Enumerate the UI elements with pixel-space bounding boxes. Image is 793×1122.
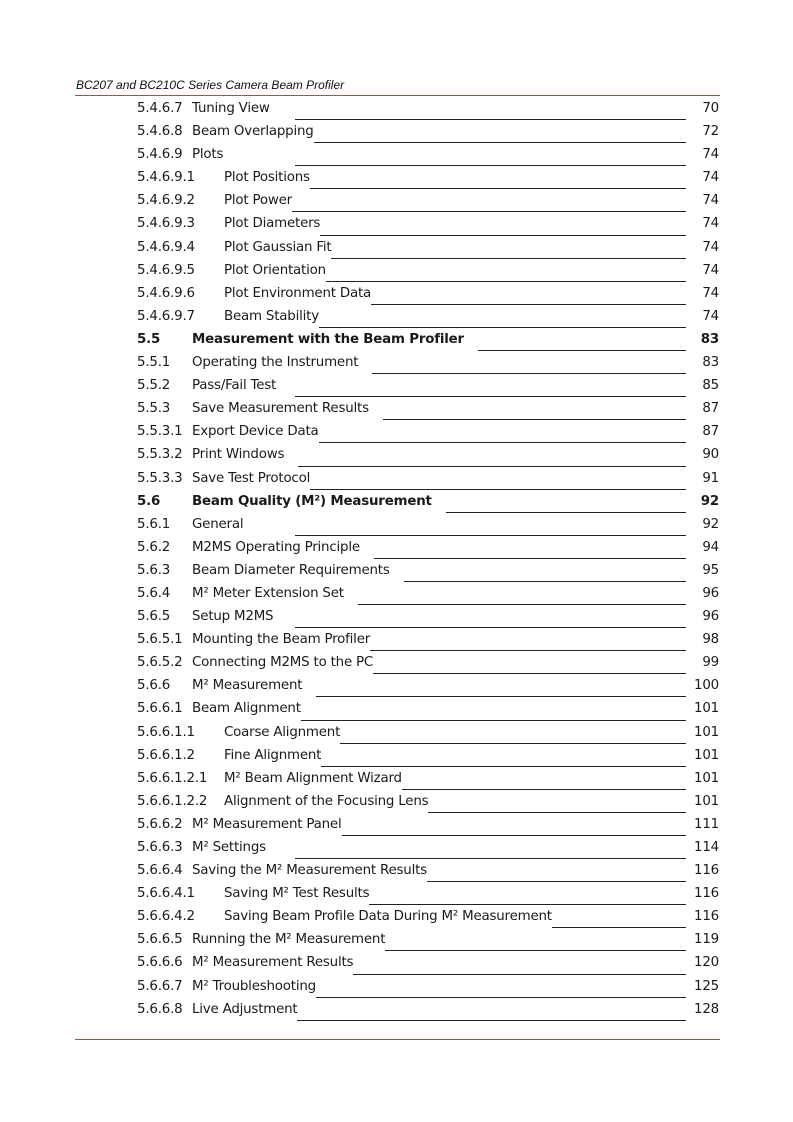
toc-entry-title: Beam Stability <box>224 308 319 324</box>
toc-entry-number: 5.6.6.2 <box>137 816 183 832</box>
toc-entry-number: 5.6.6.1 <box>137 701 183 717</box>
toc-entry[interactable] <box>137 212 719 235</box>
toc-entry[interactable] <box>137 559 719 582</box>
toc-entry-page: 119 <box>694 932 719 948</box>
toc-entry[interactable] <box>137 767 719 790</box>
toc-entry-number: 5.5.3.1 <box>137 424 183 440</box>
toc-entry[interactable] <box>137 420 719 443</box>
toc-entry[interactable] <box>137 697 719 720</box>
toc-entry-title: Plot Gaussian Fit <box>224 239 332 255</box>
toc-entry-number: 5.6.6.6 <box>137 955 183 971</box>
toc-entry-page: 116 <box>694 886 719 902</box>
toc-entry[interactable] <box>137 582 719 605</box>
toc-entry-page: 74 <box>702 262 719 278</box>
toc-entry-page: 90 <box>702 447 719 463</box>
toc-entry-page: 101 <box>694 724 719 740</box>
toc-entry[interactable] <box>137 467 719 490</box>
toc-entry[interactable] <box>137 836 719 859</box>
toc-entry-number: 5.4.6.9.5 <box>137 262 195 278</box>
document-header-title: BC207 and BC210C Series Camera Beam Profiler <box>76 78 345 92</box>
header-divider <box>75 95 720 96</box>
toc-entry-title: M² Measurement <box>192 678 303 694</box>
toc-entry-title: Print Windows <box>192 447 285 463</box>
toc-entry-number: 5.5.3.3 <box>137 470 183 486</box>
toc-entry-number: 5.5.3.2 <box>137 447 183 463</box>
footer-divider <box>75 1039 720 1040</box>
toc-entry-title: Export Device Data <box>192 424 319 440</box>
toc-entry-title: Beam Overlapping <box>192 124 314 140</box>
toc-entry-number: 5.6.6.1.2.2 <box>137 793 208 809</box>
toc-entry-page: 74 <box>702 308 719 324</box>
toc-entry-page: 87 <box>702 401 719 417</box>
toc-entry-title: Saving M² Test Results <box>224 886 370 902</box>
toc-entry-number: 5.5 <box>137 331 161 347</box>
toc-entry-number: 5.6.3 <box>137 562 171 578</box>
toc-entry-title: Save Measurement Results <box>192 401 369 417</box>
toc-entry-title: M² Beam Alignment Wizard <box>224 770 402 786</box>
toc-entry[interactable] <box>137 236 719 259</box>
toc-entry-number: 5.6.6.5 <box>137 932 183 948</box>
toc-entry[interactable] <box>137 882 719 905</box>
toc-entry-page: 92 <box>702 516 719 532</box>
toc-entry[interactable] <box>137 744 719 767</box>
toc-entry[interactable] <box>137 998 719 1021</box>
toc-entry-page: 91 <box>702 470 719 486</box>
toc-entry[interactable] <box>137 951 719 974</box>
toc-entry[interactable] <box>137 351 719 374</box>
toc-entry-title: Operating the Instrument <box>192 355 359 371</box>
toc-entry-title: Connecting M2MS to the PC <box>192 655 374 671</box>
toc-entry-number: 5.4.6.9.6 <box>137 285 195 301</box>
toc-entry-title: Measurement with the Beam Profiler <box>192 331 464 347</box>
toc-entry-title: M2MS Operating Principle <box>192 539 360 555</box>
toc-entry-page: 111 <box>694 816 719 832</box>
toc-entry-number: 5.4.6.9.4 <box>137 239 195 255</box>
toc-entry[interactable] <box>137 790 719 813</box>
toc-entry[interactable] <box>137 628 719 651</box>
toc-entry-number: 5.4.6.9.3 <box>137 216 195 232</box>
toc-entry-page: 74 <box>702 239 719 255</box>
toc-entry-page: 83 <box>700 331 719 347</box>
toc-entry-title: M² Measurement Panel <box>192 816 342 832</box>
toc-entry[interactable] <box>137 605 719 628</box>
toc-entry-number: 5.6.6.8 <box>137 1001 183 1017</box>
toc-entry-title: Mounting the Beam Profiler <box>192 632 371 648</box>
toc-entry-page: 72 <box>702 124 719 140</box>
toc-entry-number: 5.4.6.9.7 <box>137 308 195 324</box>
toc-entry-number: 5.6.6.7 <box>137 978 183 994</box>
toc-entry-page: 114 <box>694 840 719 855</box>
toc-entry-page: 116 <box>694 909 719 925</box>
toc-entry-title: Setup M2MS <box>192 609 274 625</box>
toc-entry-title: M² Meter Extension Set <box>192 585 344 601</box>
toc-entry-number: 5.6.6.3 <box>137 840 183 855</box>
toc-entry-number: 5.6.6.1.2 <box>137 747 195 763</box>
toc-entry-title: M² Settings <box>192 840 266 855</box>
toc-entry-number: 5.4.6.9.2 <box>137 193 195 209</box>
toc-entry-number: 5.5.3 <box>137 401 171 417</box>
toc-entry[interactable] <box>137 813 719 836</box>
toc-entry-page: 99 <box>702 655 719 671</box>
toc-entry-title: M² Measurement Results <box>192 955 354 971</box>
toc-entry-page: 120 <box>694 955 719 971</box>
toc-entry-page: 83 <box>702 355 719 371</box>
toc-entry-page: 96 <box>702 609 719 625</box>
toc-entry-number: 5.6.6 <box>137 678 171 694</box>
toc-entry[interactable] <box>137 721 719 744</box>
toc-entry-number: 5.6.4 <box>137 585 171 601</box>
toc-entry-number: 5.4.6.9.1 <box>137 170 195 186</box>
toc-entry[interactable] <box>137 166 719 189</box>
toc-entry-title: Alignment of the Focusing Lens <box>224 793 429 809</box>
toc-entry-number: 5.6.6.4.1 <box>137 886 195 902</box>
toc-entry[interactable] <box>137 443 719 466</box>
toc-entry[interactable] <box>137 397 719 420</box>
toc-entry-number: 5.6.1 <box>137 516 171 532</box>
toc-entry-page: 116 <box>694 863 719 879</box>
toc-entry-title: Plot Diameters <box>224 216 321 232</box>
toc-entry-number: 5.6.6.4 <box>137 863 183 879</box>
toc-entry-title: Plot Environment Data <box>224 285 372 301</box>
toc-entry[interactable] <box>137 374 719 397</box>
toc-entry-title: Plot Orientation <box>224 262 326 278</box>
toc-entry-number: 5.5.1 <box>137 355 171 371</box>
toc-entry-page: 87 <box>702 424 719 440</box>
toc-entry-page: 98 <box>702 632 719 648</box>
toc-entry[interactable] <box>137 513 719 536</box>
toc-entry[interactable] <box>137 905 719 928</box>
toc-entry[interactable] <box>137 674 719 697</box>
toc-entry-title: Running the M² Measurement <box>192 932 386 948</box>
toc-entry[interactable] <box>137 651 719 674</box>
toc-entry-number: 5.6 <box>137 493 161 509</box>
toc-entry[interactable] <box>137 328 719 351</box>
toc-entry-page: 74 <box>702 285 719 301</box>
toc-entry-title: General <box>192 516 244 532</box>
toc-entry-number: 5.4.6.9 <box>137 147 183 163</box>
toc-entry[interactable] <box>137 928 719 951</box>
toc-entry-title: Coarse Alignment <box>224 724 341 740</box>
toc-entry-title: Beam Diameter Requirements <box>192 562 390 578</box>
toc-entry-number: 5.6.6.1.1 <box>137 724 195 740</box>
toc-entry[interactable] <box>137 282 719 305</box>
toc-entry[interactable] <box>137 97 719 120</box>
toc-entry-page: 85 <box>702 378 719 394</box>
toc-entry-page: 101 <box>694 793 719 809</box>
toc-entry-number: 5.6.5 <box>137 609 171 625</box>
toc-entry-number: 5.5.2 <box>137 378 171 394</box>
toc-entry-page: 92 <box>700 493 719 509</box>
toc-entry-title: Save Test Protocol <box>192 470 311 486</box>
toc-entry[interactable] <box>137 536 719 559</box>
toc-entry-page: 101 <box>694 747 719 763</box>
toc-entry-title: M² Troubleshooting <box>192 978 316 994</box>
toc-entry-page: 101 <box>694 701 719 717</box>
toc-entry-number: 5.6.5.2 <box>137 655 183 671</box>
toc-entry[interactable] <box>137 259 719 282</box>
toc-entry-title: Pass/Fail Test <box>192 378 277 394</box>
toc-entry-page: 94 <box>702 539 719 555</box>
toc-entry-page: 128 <box>694 1001 719 1017</box>
toc-entry-page: 74 <box>702 193 719 209</box>
toc-entry-page: 125 <box>694 978 719 994</box>
toc-entry-title: Live Adjustment <box>192 1001 298 1017</box>
toc-entry-page: 70 <box>702 101 719 116</box>
toc-entry-number: 5.4.6.7 <box>137 101 183 116</box>
toc-entry-title: Plot Power <box>224 193 292 209</box>
toc-entry-title: Tuning View <box>192 101 270 116</box>
toc-entry-title: Saving the M² Measurement Results <box>192 863 427 879</box>
toc-entry-number: 5.6.6.4.2 <box>137 909 195 925</box>
toc-entry[interactable] <box>137 859 719 882</box>
toc-entry-number: 5.4.6.8 <box>137 124 183 140</box>
toc-entry-title: Beam Quality (M²) Measurement <box>192 493 432 509</box>
table-of-contents <box>137 97 719 1021</box>
toc-entry-number: 5.6.5.1 <box>137 632 183 648</box>
toc-entry-title: Beam Alignment <box>192 701 301 717</box>
toc-entry[interactable] <box>137 120 719 143</box>
toc-entry-title: Saving Beam Profile Data During M² Measurement <box>224 909 552 925</box>
toc-entry-page: 100 <box>694 678 719 694</box>
toc-entry[interactable] <box>137 189 719 212</box>
toc-entry[interactable] <box>137 143 719 166</box>
toc-entry-number: 5.6.6.1.2.1 <box>137 770 208 786</box>
toc-entry-title: Plots <box>192 147 224 163</box>
toc-entry-number: 5.6.2 <box>137 539 171 555</box>
toc-entry-title: Fine Alignment <box>224 747 322 763</box>
toc-entry[interactable] <box>137 490 719 513</box>
toc-entry-page: 95 <box>702 562 719 578</box>
toc-entry[interactable] <box>137 975 719 998</box>
toc-entry-page: 101 <box>694 770 719 786</box>
toc-entry-page: 74 <box>702 216 719 232</box>
toc-leader-line <box>297 1002 686 1025</box>
toc-entry-title: Plot Positions <box>224 170 310 186</box>
toc-entry-page: 74 <box>702 170 719 186</box>
toc-entry[interactable] <box>137 305 719 328</box>
toc-entry-page: 74 <box>702 147 719 163</box>
toc-entry-page: 96 <box>702 585 719 601</box>
